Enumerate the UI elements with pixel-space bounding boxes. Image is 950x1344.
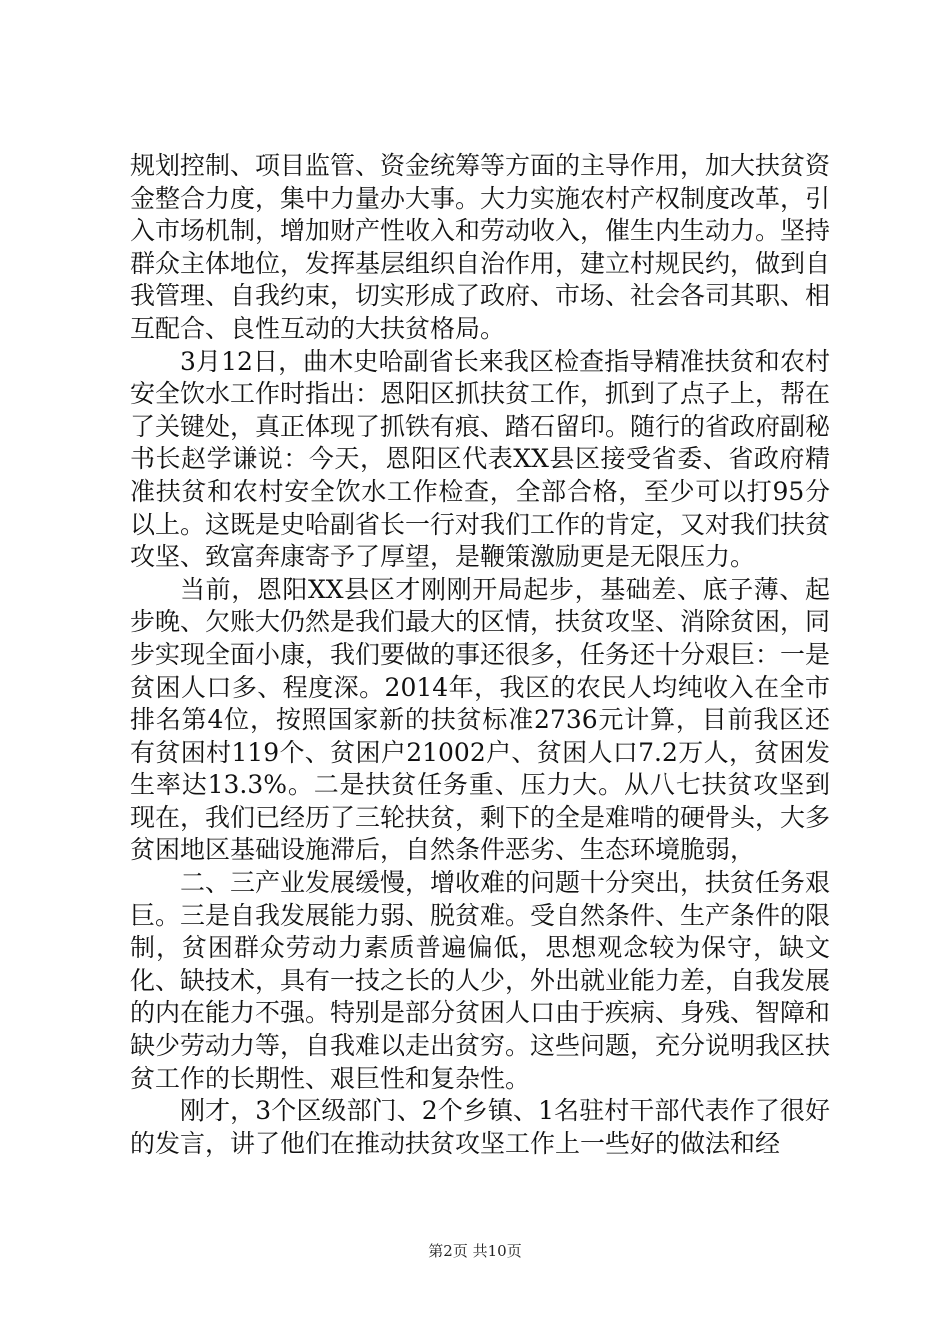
paragraph-1: 规划控制、项目监管、资金统筹等方面的主导作用，加大扶贫资金整合力度，集中力量办大事。大力实施农村产权制度改革，引入市场机制，增加财产性收入和劳动收入，催生内生动力。坚持群众主体地位，发挥基层组织自治作用，建立村规民约，做到自我管理、自我约束，切实形成了政府、市场、社会各司其职、相互配合、良性互动的大扶贫格局。: [130, 151, 831, 343]
paragraph-2: 3月12日，曲木史哈副省长来我区检查指导精准扶贫和农村安全饮水工作时指出：恩阳区抓扶贫工作，抓到了点子上，帮在了关键处，真正体现了抓铁有痕、踏石留印。随行的省政府副秘书长赵学谦说：今天，恩阳区代表XX县区接受省委、省政府精准扶贫和农村安全饮水工作检查，全部合格，至少可以打95分以上。这既是史哈副省长一行对我们工作的肯定，又对我们扶贫攻坚、致富奔康寄予了厚望，是鞭策激励更是无限压力。: [130, 346, 831, 572]
paragraph-5: 刚才，3个区级部门、2个乡镇、1名驻村干部代表作了很好的发言，讲了他们在推动扶贫攻坚工作上一些好的做法和经: [130, 1096, 830, 1158]
document-body: [130, 150, 830, 1160]
paragraph-3: 当前，恩阳XX县区才刚刚开局起步，基础差、底子薄、起步晚、欠账大仍然是我们最大的区情，扶贫攻坚、消除贫困，同步实现全面小康，我们要做的事还很多，任务还十分艰巨：一是贫困人口多、程度深。2014年，我区的农民人均纯收入在全市排名第4位，按照国家新的扶贫标准2736元计算，目前我区还有贫困村119个、贫困户21002户、贫困人口7.2万人，贫困发生率达13.3%。二是扶贫任务重、压力大。从八七扶贫攻坚到现在，我们已经历了三轮扶贫，剩下的全是难啃的硬骨头，大多贫困地区基础设施滞后，自然条件恶劣、生态环境脆弱，: [130, 574, 831, 865]
page-number-footer: 第2页 共10页: [428, 1242, 522, 1260]
paragraph-4: 二、三产业发展缓慢，增收难的问题十分突出，扶贫任务艰巨。三是自我发展能力弱、脱贫难。受自然条件、生产条件的限制，贫困群众劳动力素质普遍偏低，思想观念较为保守，缺文化、缺技术，具有一技之长的人少，外出就业能力差，自我发展的内在能力不强。特别是部分贫困人口由于疾病、身残、智障和缺少劳动力等，自我难以走出贫穷。这些问题，充分说明我区扶贫工作的长期性、艰巨性和复杂性。: [130, 868, 831, 1093]
